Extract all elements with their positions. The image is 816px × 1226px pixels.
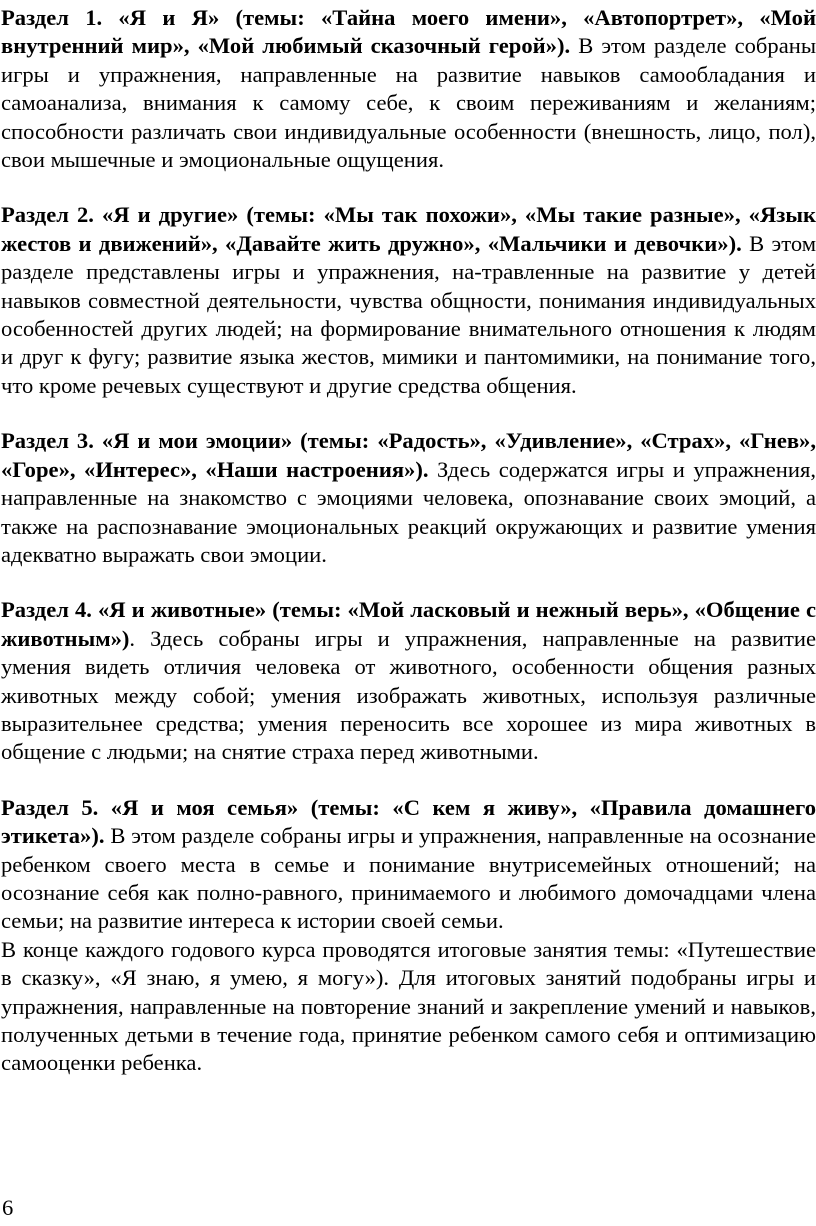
section-3-paragraph [1, 427, 816, 569]
section-4-body: . Здесь собраны игры и упражнения, направленные на развитие умения видеть отличия человека от животного, особенности общения разных животных между собой; умения изображать животных, используя различные выразительнее средства; умения переносить все хорошее из мира животных в общение с людьми; на снятие страха перед животными. [1, 625, 816, 765]
section-3-body: Здесь содержатся игры и упражнения, направленные на знакомство с эмоциями человека, опознавание своих эмоций, а также на распознавание эмоциональных реакций окружающих и развитие умения адекватно выражать свои эмоции. [1, 456, 816, 567]
section-2-heading: Раздел 2. «Я и другие» (темы: «Мы так похожи», «Мы такие разные», «Язык жестов и движений», «Давайте жить дружно», «Мальчики и девочки»). [1, 202, 816, 256]
section-5-heading: Раздел 5. «Я и моя семья» (темы: «С кем я живу», «Правила домашнего этикета»). [1, 794, 816, 849]
section-1-heading: Раздел 1. «Я и Я» (темы: «Тайна моего имени», «Автопортрет», «Мой внутренний мир», «Мой любимый сказочный герой»). [1, 5, 816, 59]
section-4-paragraph [1, 596, 816, 766]
section-4-heading: Раздел 4. «Я и животные» (темы: «Мой ласковый и нежный верь», «Общение с животным») [1, 597, 816, 651]
section-3-heading: Раздел 3. «Я и мои эмоции» (темы: «Радость», «Удивление», «Страх», «Гнев», «Горе», «Интерес», «Наши настроения»). [1, 428, 816, 482]
section-1-paragraph [1, 4, 816, 174]
closing-paragraph: В конце каждого годового курса проводятся итоговые занятия темы: «Путешествие в сказку», «Я знаю, я умею, я могу»). Для итоговых занятий подобраны игры и упражнения, направленные на повторение знаний и закрепление умений и навыков, полученных детьми в течение года, принятие ребенком самого себя и оптимизацию самооценки ребенка. [1, 936, 816, 1076]
page-number: 6 [2, 1195, 14, 1220]
section-5-body: В этом разделе собраны игры и упражнения, направленные на осознание ребенком своего места в семье и понимание внутрисемейных отношений; на осознание себя как полно-равного, принимаемого и любимого домочадцами члена семьи; на развитие интереса к истории своей семьи. [1, 823, 816, 934]
section-2-paragraph [1, 201, 816, 400]
section-2-body: В этом разделе представлены игры и упражнения, на-травленные на развитие у детей навыков совместной деятельности, чувства общности, понимания индивидуальных особенностей других людей; на формирование внимательного отношения к людям и друг к фугу; развитие языка жестов, мимики и пантомимики, на понимание того, что кроме речевых существуют и другие средства общения. [1, 230, 816, 398]
section-1-body: В этом разделе собраны игры и упражнения, направленные на развитие навыков самообладания и самоанализа, внимания к самому себе, к своим переживаниям и желаниям; способности различать свои индивидуальные особенности (внешность, лицо, пол), свои мышечные и эмоциональные ощущения. [1, 33, 816, 173]
section-5-paragraph [1, 794, 816, 936]
